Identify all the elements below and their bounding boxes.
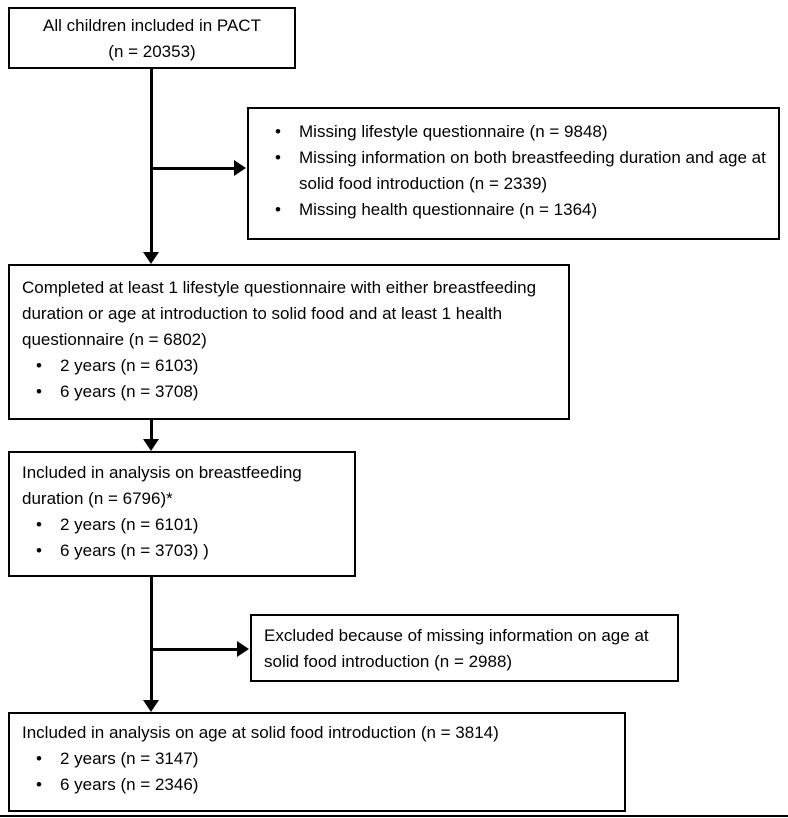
completed-2-years: 2 years (n = 6103) xyxy=(60,356,199,375)
list-item xyxy=(36,772,612,798)
exclusion-missing-both: Missing information on both breastfeeding duration and age at solid food introduction (n = 2339) xyxy=(299,148,766,193)
list-item xyxy=(36,512,342,538)
arrowhead-down-to-solidfood xyxy=(143,700,159,712)
list-item xyxy=(36,353,556,379)
arrow-line-top-to-completed xyxy=(150,69,153,253)
bullet-icon: • xyxy=(36,515,42,534)
box-solidfood-text: Included in analysis on age at solid food introduction (n = 3814) xyxy=(22,723,499,742)
list-item xyxy=(275,197,766,223)
arrowhead-right-to-second-exclusion xyxy=(237,641,249,657)
completed-6-years: 6 years (n = 3708) xyxy=(60,382,199,401)
list-item xyxy=(36,746,612,772)
bullet-icon: • xyxy=(36,749,42,768)
box-all-children-count: (n = 20353) xyxy=(108,42,196,61)
box-solid-food-analysis xyxy=(8,712,626,812)
bullet-icon: • xyxy=(36,382,42,401)
bullet-icon: • xyxy=(275,200,281,219)
box-breastfeeding-analysis xyxy=(8,451,356,577)
bullet-icon: • xyxy=(36,356,42,375)
exclusion-missing-lifestyle: Missing lifestyle questionnaire (n = 9848) xyxy=(299,122,608,141)
bullet-icon: • xyxy=(275,122,281,141)
solidfood-2-years: 2 years (n = 3147) xyxy=(60,749,199,768)
list-item xyxy=(36,538,342,564)
arrowhead-right-to-first-exclusions xyxy=(234,160,246,176)
bullet-icon: • xyxy=(36,775,42,794)
list-item xyxy=(275,119,766,145)
solidfood-6-years: 6 years (n = 2346) xyxy=(60,775,199,794)
branch-line-to-first-exclusions xyxy=(151,167,235,170)
box-completed-text: Completed at least 1 lifestyle questionnaire with either breastfeeding duration or age at introduction to solid food and at least 1 health questionnaire (n = 6802) xyxy=(22,278,537,349)
branch-line-to-second-exclusion xyxy=(151,648,238,651)
arrow-line-breastfeeding-to-solidfood xyxy=(150,577,153,701)
bullet-icon: • xyxy=(36,541,42,560)
arrowhead-down-to-breastfeeding xyxy=(143,439,159,451)
arrowhead-down-to-completed xyxy=(143,252,159,264)
box-completed-questionnaires xyxy=(8,264,570,420)
breastfeeding-2-years: 2 years (n = 6101) xyxy=(60,515,199,534)
figure-bottom-border xyxy=(0,815,788,817)
list-item xyxy=(36,379,556,405)
box-first-exclusions xyxy=(247,107,780,240)
arrow-line-completed-to-breastfeeding xyxy=(150,419,153,440)
box-second-exclusion xyxy=(250,614,679,682)
box-second-exclusion-text: Excluded because of missing information on age at solid food introduction (n = 2988) xyxy=(264,626,649,671)
bullet-icon: • xyxy=(275,148,281,167)
breastfeeding-6-years: 6 years (n = 3703) ) xyxy=(60,541,209,560)
exclusion-missing-health: Missing health questionnaire (n = 1364) xyxy=(299,200,598,219)
box-all-children xyxy=(8,7,296,69)
list-item xyxy=(275,145,766,197)
box-breastfeeding-text: Included in analysis on breastfeeding duration (n = 6796)* xyxy=(22,463,302,508)
box-all-children-line1: All children included in PACT xyxy=(43,16,261,35)
